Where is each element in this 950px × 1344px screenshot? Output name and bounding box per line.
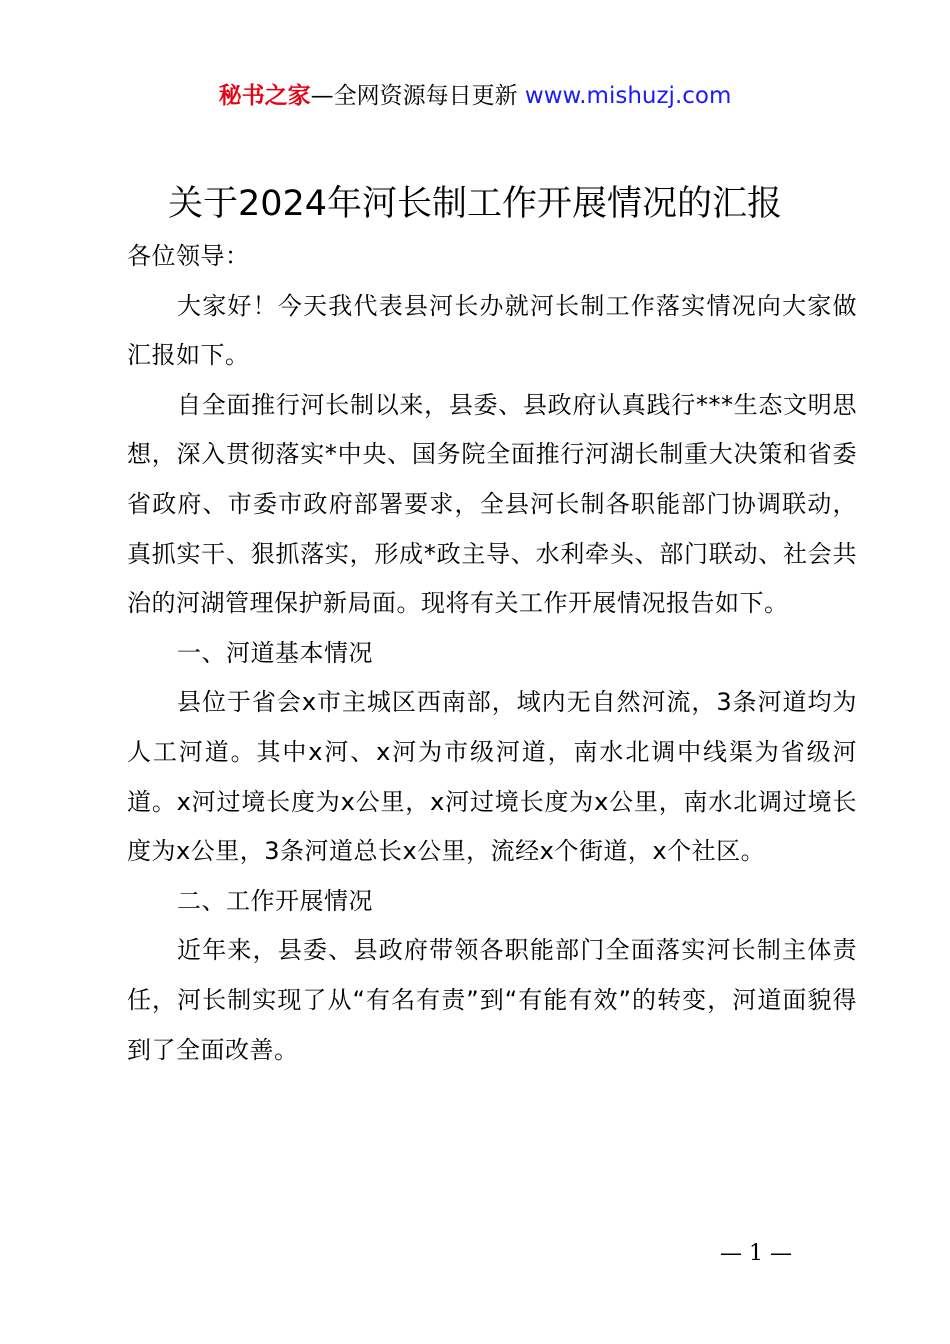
salutation: 各位领导：	[127, 242, 250, 270]
section-heading-river-basics: 一、河道基本情况	[177, 638, 373, 667]
paragraph-intro: 自全面推行河长制以来，县委、县政府认真践行***生态文明思想，深入贯彻落实*中央、国务院全面推行河湖长制重大决策和省委省政府、市委市政府部署要求，全县河长制各职能部门协调联动，真抓实干、狠抓落实，形成*政主导、水利牵头、部门联动、社会共治的河湖管理保护新局面。现将有关工作开展情况报告如下。	[127, 390, 857, 618]
paragraph-greeting: 大家好！今天我代表县河长办就河长制工作落实情况向大家做汇报如下。	[127, 291, 857, 370]
page-number: — 1 —	[720, 1241, 792, 1266]
section-heading-work-progress: 二、工作开展情况	[177, 886, 373, 915]
document-body	[127, 232, 857, 1075]
header-slogan: —全网资源每日更新	[310, 83, 525, 109]
paragraph-work-progress: 近年来，县委、县政府带领各职能部门全面落实河长制主体责任，河长制实现了从“有名有责”到“有能有效”的转变，河道面貌得到了全面改善。	[127, 936, 857, 1064]
paragraph-river-basics: 县位于省会x市主城区西南部，域内无自然河流，3条河道均为人工河道。其中x河、x河为市级河道，南水北调中线渠为省级河道。x河过境长度为x公里，x河过境长度为x公里，南水北调过境长度为x公里，3条河道总长x公里，流经x个街道，x个社区。	[127, 688, 857, 866]
brand-name: 秘书之家	[218, 83, 311, 109]
site-header	[0, 80, 950, 112]
document-title: 关于2024年河长制工作开展情况的汇报	[167, 184, 783, 224]
site-url-link[interactable]: www.mishuzj.com	[524, 83, 732, 109]
